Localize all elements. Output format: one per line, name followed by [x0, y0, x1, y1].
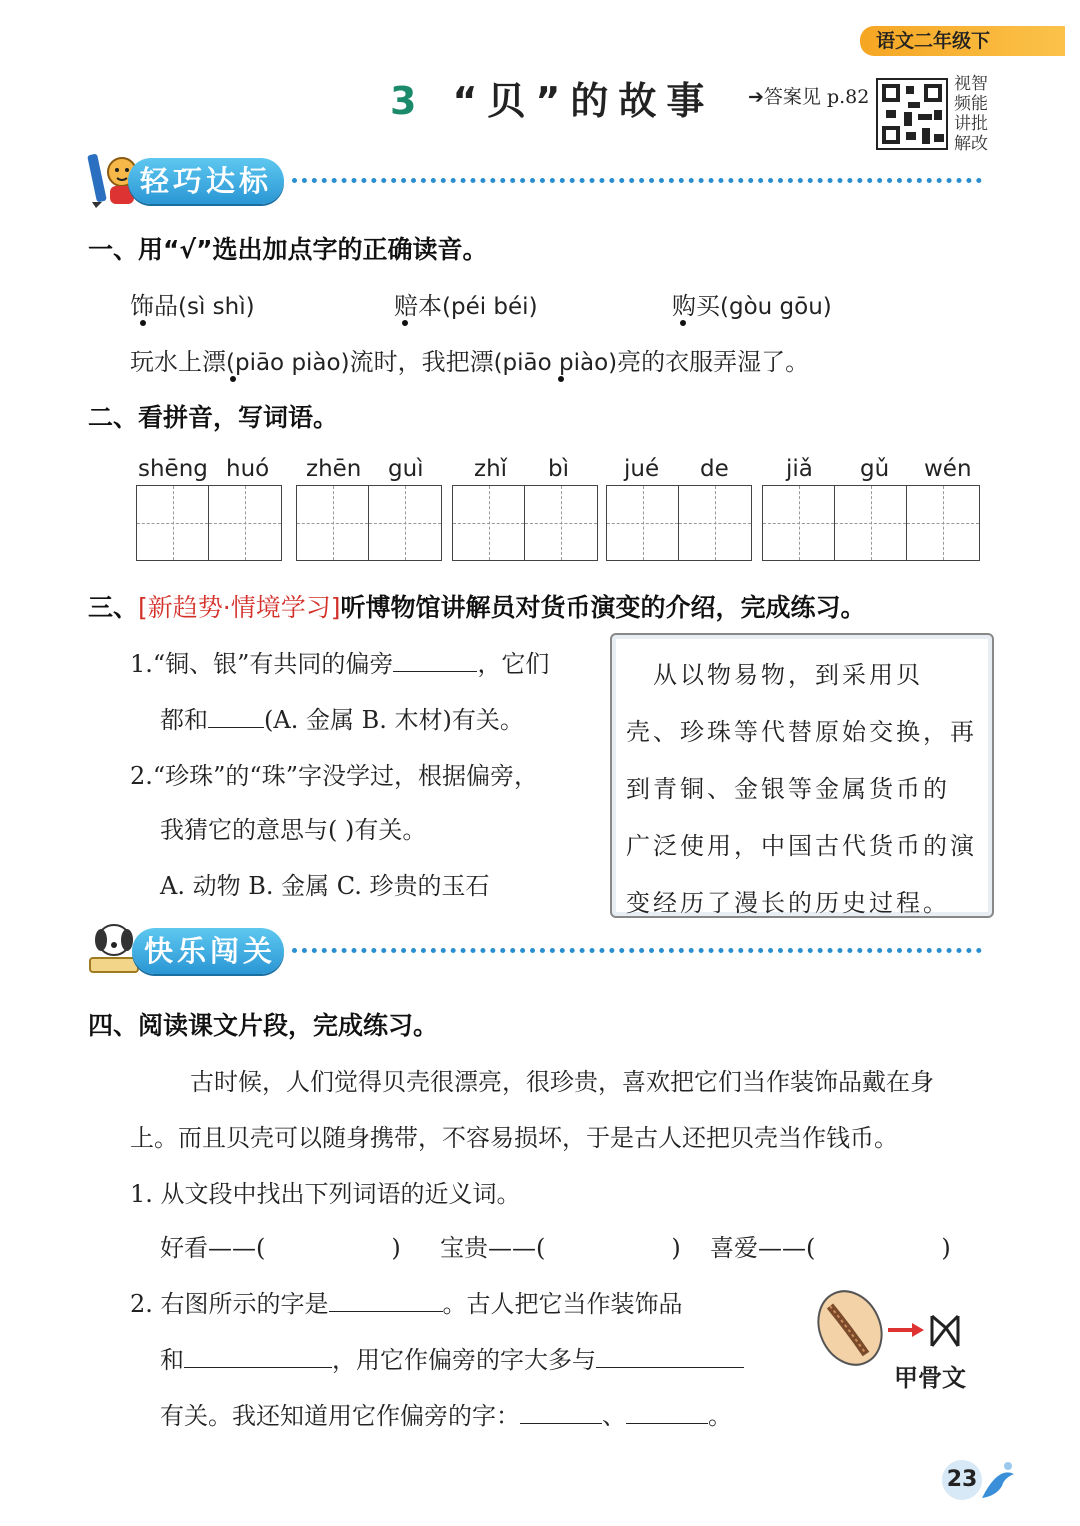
q4-sub2: 2. 右图所示的字是 。古人把它当作装饰品: [130, 1290, 683, 1318]
emphasis-dot: [402, 320, 408, 326]
pinyin-label: huó: [226, 456, 270, 482]
q1-heading: 一、用“√”选出加点字的正确读音。: [88, 235, 488, 264]
pinyin-label: jué: [624, 456, 660, 482]
q2-heading: 二、看拼音，写词语。: [88, 403, 339, 432]
q3-item1: 1.“铜、银”有共同的偏旁 ，它们: [130, 650, 550, 678]
emphasis-dot: [230, 376, 236, 382]
emphasis-dot: [558, 376, 564, 382]
answer-reference: ➔答案见 p.82: [748, 86, 870, 108]
synonym-item: 喜爱——( ): [710, 1234, 951, 1262]
oracle-bone-label: 甲骨文: [894, 1363, 966, 1392]
pinyin-label: zhēn: [306, 456, 362, 482]
pinyin-label: de: [700, 456, 729, 482]
writing-grid[interactable]: [762, 485, 980, 561]
answer-blank[interactable]: [208, 727, 264, 728]
museum-passage-box: 从以物易物，到采用贝 壳、珍珠等代替原始交换，再 到青铜、金银等金属货币的 广泛使用，中国古代货币的演 变经历了漫长的历史过程。: [610, 633, 994, 918]
pinyin-label: gǔ: [860, 456, 890, 482]
dolphin-icon: [978, 1460, 1018, 1504]
dotted-divider: [292, 178, 982, 183]
synonym-item: 好看——( ): [160, 1234, 401, 1262]
emphasis-dot: [680, 320, 686, 326]
pinyin-label: jiǎ: [786, 456, 813, 482]
answer-blank[interactable]: [596, 1367, 744, 1368]
q3-item2: 2.“珍珠”的“珠”字没学过，根据偏旁，: [130, 762, 538, 790]
banner-basic: 轻巧达标: [128, 158, 284, 204]
answer-blank[interactable]: [626, 1423, 708, 1424]
qr-code[interactable]: [876, 78, 948, 150]
pinyin-label: wén: [924, 456, 972, 482]
page-number: 23: [942, 1460, 982, 1500]
q3-heading: 三、[新趋势·情境学习]听博物馆讲解员对货币演变的介绍，完成练习。: [88, 593, 866, 622]
q4-passage-line: 古时候，人们觉得贝壳很漂亮，很珍贵，喜欢把它们当作装饰品戴在身: [190, 1068, 934, 1096]
writing-grid[interactable]: [606, 485, 752, 561]
grade-tab: 语文二年级下: [860, 26, 1065, 56]
synonym-item: 宝贵——( ): [440, 1234, 681, 1262]
answer-blank[interactable]: [393, 671, 477, 672]
pinyin-label: zhǐ: [474, 456, 508, 482]
q1-item: 赔本(péi béi): [394, 292, 538, 320]
q3-item2-cont: 我猜它的意思与( )有关。: [160, 816, 427, 844]
q1-sentence: 玩水上漂(piāo piào)流时，我把漂(piāo piào)亮的衣服弄湿了。: [130, 348, 810, 376]
q1-item: 购买(gòu gōu): [672, 292, 832, 320]
answer-blank[interactable]: [184, 1367, 332, 1368]
lesson-title: “贝”的故事: [452, 79, 715, 123]
pinyin-label: guì: [388, 456, 424, 482]
pinyin-label: bì: [548, 456, 569, 482]
q4-sub2-cont: 和 ，用它作偏旁的字大多与: [160, 1340, 744, 1375]
writing-grid[interactable]: [452, 485, 598, 561]
emphasis-dot: [140, 320, 146, 326]
page-title: [390, 70, 714, 125]
dotted-divider: [292, 948, 982, 953]
q4-passage-line: 上。而且贝壳可以随身携带，不容易损坏，于是古人还把贝壳当作钱币。: [130, 1124, 898, 1152]
lesson-number: 3: [390, 79, 427, 123]
q4-sub1: 1. 从文段中找出下列词语的近义词。: [130, 1180, 521, 1208]
writing-grid[interactable]: [296, 485, 442, 561]
q3-item1-cont: 都和 (A. 金属 B. 木材)有关。: [160, 706, 524, 734]
writing-grid[interactable]: [136, 485, 282, 561]
q3-options: A. 动物 B. 金属 C. 珍贵的玉石: [160, 872, 490, 900]
answer-blank[interactable]: [329, 1311, 443, 1312]
pinyin-label: shēng: [138, 456, 208, 482]
q1-item: 饰品(sì shì): [130, 292, 255, 320]
qr-side-text: 视智 频能 讲批 解改: [954, 74, 988, 154]
trend-tag: [新趋势·情境学习]: [138, 593, 341, 622]
q4-sub2-cont: 有关。我还知道用它作偏旁的字： 、 。: [160, 1402, 732, 1430]
answer-blank[interactable]: [520, 1423, 602, 1424]
q4-heading: 四、阅读课文片段，完成练习。: [88, 1011, 439, 1040]
banner-challenge: 快乐闯关: [132, 928, 284, 974]
